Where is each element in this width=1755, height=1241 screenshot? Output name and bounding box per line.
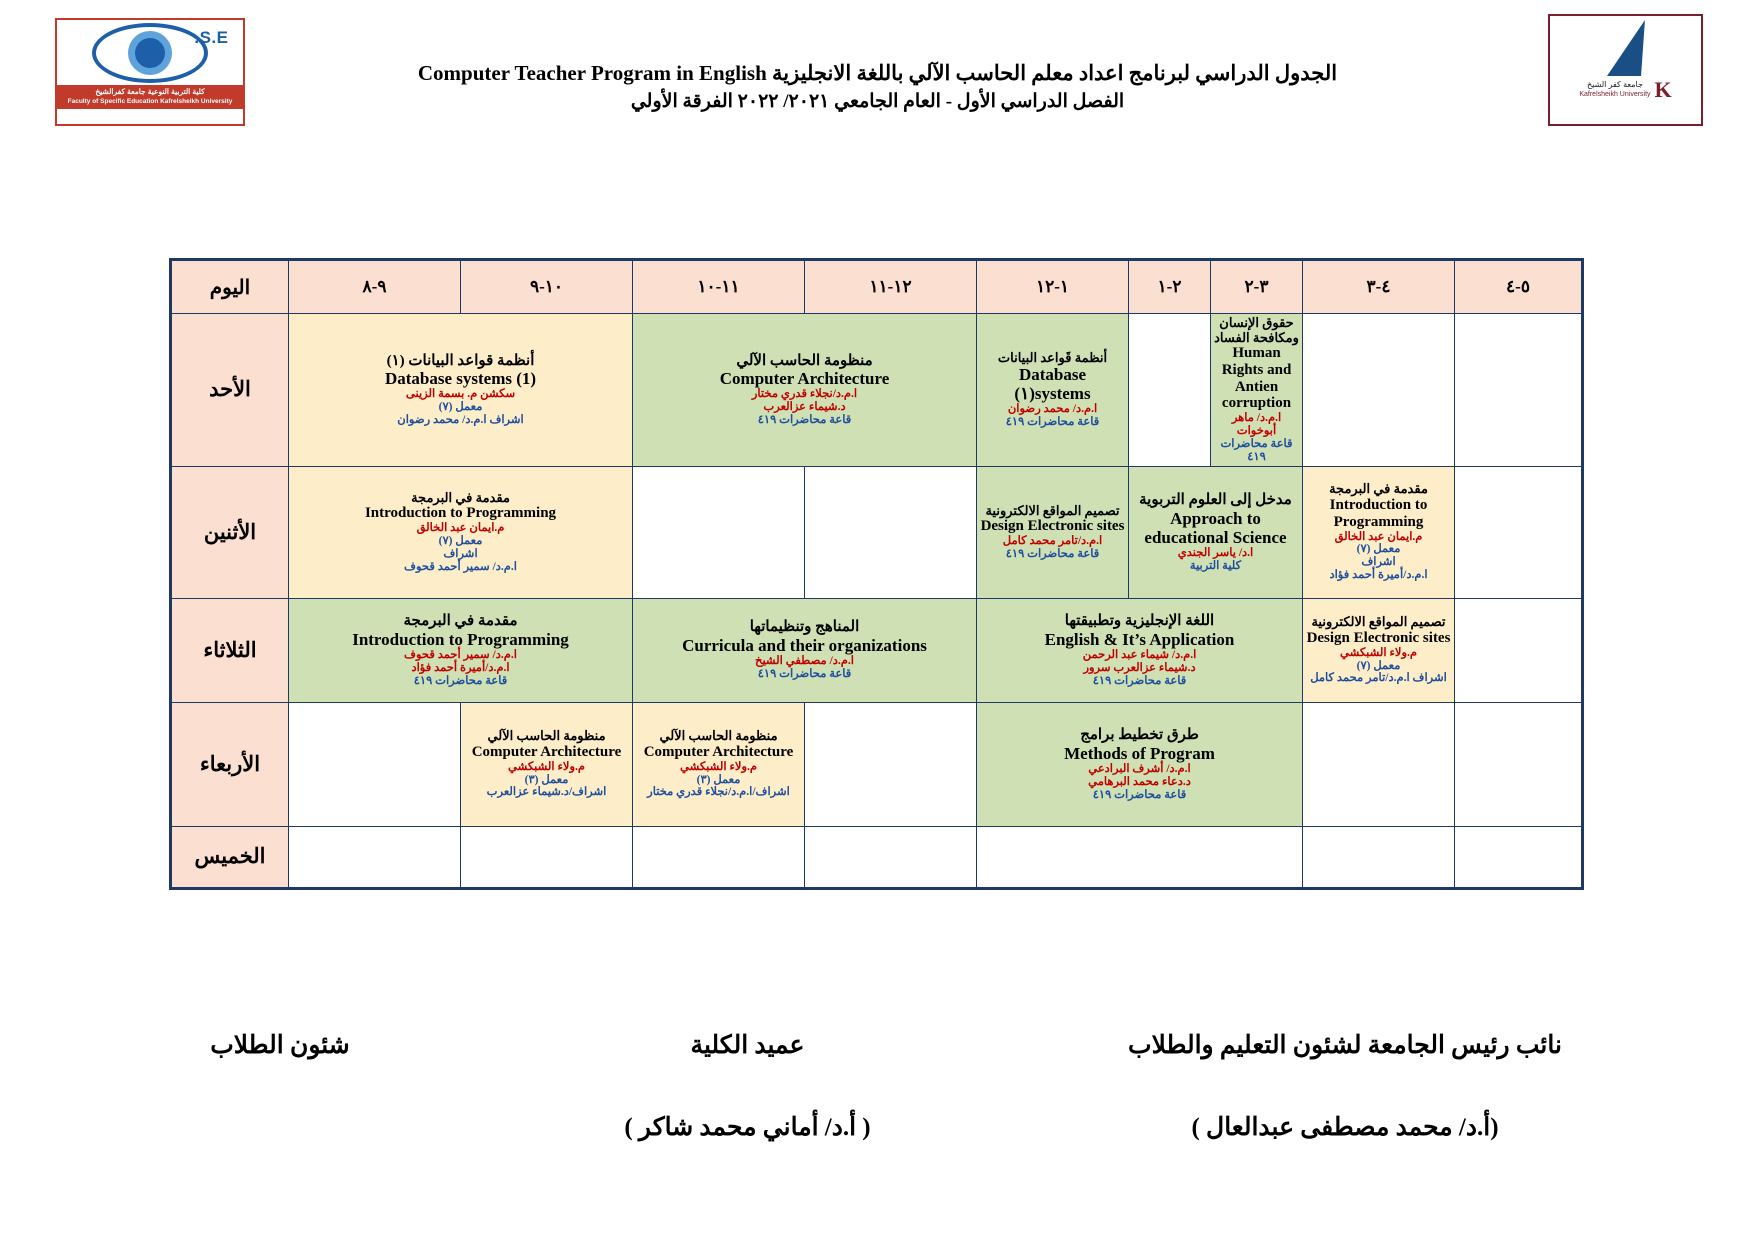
cell-mon-1-3[interactable] (1129, 466, 1303, 598)
table-header-row (171, 260, 1583, 314)
cell-thu-4-5 (1455, 826, 1583, 888)
time-header-3-4: ٤-٣ (1303, 260, 1455, 314)
cell-wed-10-11[interactable] (633, 702, 805, 826)
cell-wed-3-4 (1303, 702, 1455, 826)
time-header-2-3: ٣-٢ (1211, 260, 1303, 314)
day-label-wednesday: الأربعاء (171, 702, 289, 826)
signature-titles-row (0, 1030, 1755, 1060)
course-name-ar: مقدمة في البرمجة (411, 489, 510, 505)
instructor-name: ا.م.د/ محمد رضوان (1007, 403, 1098, 416)
course-name-en: Computer Architecture (719, 369, 890, 389)
table-row-wednesday (171, 702, 1583, 826)
room-label: قاعة محاضرات ٤١٩ (1092, 674, 1187, 687)
university-name-ar: جامعة كفر الشيخ (1586, 80, 1643, 89)
instructor-name: ا.م.د/تامر محمد كامل (1002, 535, 1103, 548)
instructor-name: سكشن م. بسمة الزينى (405, 388, 516, 401)
instructor-name-1: ا.م.د/ شيماء عبد الرحمن (1082, 648, 1197, 661)
course-name-ar: تصميم المواقع الالكترونية (985, 502, 1120, 518)
table-row-tuesday (171, 598, 1583, 702)
students-affairs-name (130, 1112, 430, 1140)
table-row-thursday (171, 826, 1583, 888)
course-name-ar: منظومة الحاسب الآلي (736, 352, 873, 369)
cell-wed-9-10[interactable] (461, 702, 633, 826)
room-label: قاعة محاضرات ٤١٩ (1005, 547, 1100, 560)
instructor-name: م.ولاء الشبكشي (1339, 646, 1417, 659)
instructor-name-2: د.دعاء محمد البرهامي (1088, 775, 1191, 788)
cell-tue-10-12[interactable] (633, 598, 977, 702)
cell-tue-4-5 (1455, 598, 1583, 702)
cell-sun-10-12[interactable] (633, 314, 977, 467)
course-name-en: Approach to educational Science (1144, 508, 1287, 547)
cell-wed-8-9 (289, 702, 461, 826)
supervisor-label: اشراف/ا.م.د/نجلاء قدري مختار (647, 786, 790, 799)
room-label: قاعة محاضرات ٤١٩ (413, 674, 508, 687)
university-mark (1579, 79, 1671, 101)
cell-mon-4-5 (1455, 466, 1583, 598)
cell-tue-8-10[interactable] (289, 598, 633, 702)
table-row-monday (171, 466, 1583, 598)
vice-president-name-block (1065, 1112, 1625, 1142)
day-label-tuesday: الثلاثاء (171, 598, 289, 702)
instructor-name-1: ا.م.د/نجلاء قدري مختار (751, 388, 858, 401)
course-name-ar: المناهج وتنظيماتها (749, 619, 860, 636)
supervisor-label: اشراف ا.م.د/ محمد رضوان (397, 414, 524, 427)
day-column-header: اليوم (171, 260, 289, 314)
students-affairs-block (130, 1030, 430, 1060)
dean-label: عميد الكلية (690, 1032, 805, 1059)
cell-sun-1-2 (1129, 314, 1211, 467)
supervision-label: اشراف (1361, 556, 1396, 569)
instructor-name: م.ايمان عبد الخالق (416, 522, 505, 535)
course-name-ar: اللغة الإنجليزية وتطبيقتها (1064, 613, 1215, 630)
cell-wed-11-12 (805, 702, 977, 826)
instructor-name: م.ولاء الشبكشي (679, 760, 757, 773)
instructor-name-2: د.شيماء عزالعرب سرور (1083, 661, 1196, 674)
cell-mon-11-12 (805, 466, 977, 598)
dean-block (538, 1030, 958, 1060)
course-name-en: Computer Architecture (643, 743, 794, 760)
cell-sun-3-4 (1303, 314, 1455, 467)
course-name-en: Introduction to Programming (352, 629, 569, 649)
course-name-ar: مقدمة في البرمجة (1329, 481, 1428, 497)
room-label: معمل (٧) (438, 401, 483, 414)
supervisor-name: ا.م.د/ سمير أحمد قحوف (404, 560, 517, 573)
course-name-ar: منظومة الحاسب الآلي (659, 728, 778, 744)
cell-sun-8-10[interactable] (289, 314, 633, 467)
dean-name-block (538, 1112, 958, 1142)
cell-thu-12-3 (977, 826, 1303, 888)
course-name-en: Database systems (1) (384, 369, 537, 389)
cell-wed-12-3[interactable] (977, 702, 1303, 826)
instructor-name-2: د.شيماء عزالعرب (763, 401, 846, 414)
students-affairs-label: شئون الطلاب (210, 1032, 350, 1059)
room-label: كلية التربية (1189, 559, 1242, 572)
se-badge-label: S.E. (194, 28, 229, 47)
document-title-block (0, 58, 1755, 116)
course-name-en: Introduction to Programming (364, 505, 557, 522)
room-label: معمل (٧) (1356, 543, 1401, 556)
room-label: قاعة محاضرات ٤١٩ (757, 668, 852, 681)
cell-thu-10-11 (633, 826, 805, 888)
cell-tue-12-3[interactable] (977, 598, 1303, 702)
room-label: معمل (٣) (524, 773, 569, 786)
course-name-ar: حقوق الإنسان ومكافحة الفساد (1214, 315, 1299, 345)
instructor-name: ا.د/ ياسر الجندي (1177, 546, 1254, 559)
course-name-en: Database (١)systems (1014, 365, 1091, 404)
page-title (0, 58, 1755, 88)
students-affairs-name-block (130, 1112, 430, 1142)
course-name-ar: أنظمة قَواعد البيانات (997, 349, 1108, 365)
sail-icon (1607, 20, 1645, 76)
course-name-ar: منظومة الحاسب الآلي (487, 728, 606, 744)
course-name-ar: طرق تخطيط برامج (1080, 727, 1199, 744)
faculty-name-en: Faculty of Specific Education Kafrelsheikh University (67, 98, 233, 105)
time-header-8-9: ٩-٨ (289, 260, 461, 314)
cell-thu-9-10 (461, 826, 633, 888)
time-header-1-2: ٢-١ (1129, 260, 1211, 314)
signature-names-row (0, 1112, 1755, 1142)
time-header-12-1: ١-١٢ (977, 260, 1129, 314)
course-name-ar: مدخل إلى العلوم التربوية (1139, 491, 1292, 508)
course-name-en: Curricula and their organizations (682, 636, 927, 656)
course-name-ar: تصميم المواقع الالكترونية (1311, 614, 1446, 630)
time-header-11-12: ١٢-١١ (805, 260, 977, 314)
instructor-name: ا.م.د/ ماهر أبوخوات (1231, 412, 1282, 438)
cell-wed-4-5 (1455, 702, 1583, 826)
cell-thu-3-4 (1303, 826, 1455, 888)
course-name-en: Design Electronic sites (980, 518, 1125, 535)
room-label: قاعة محاضرات ٤١٩ (757, 414, 852, 427)
course-name-en: Methods of Program (1064, 743, 1215, 763)
instructor-name: ا.م.د/ مصطفي الشيخ (755, 655, 854, 668)
instructor-name: م.ولاء الشبكشي (507, 760, 585, 773)
cell-thu-8-9 (289, 826, 461, 888)
supervisor-name: ا.م.د/أميرة أحمد فؤاد (1329, 569, 1428, 582)
title-arabic: الجدول الدراسي لبرنامج اعداد معلم الحاسب الآلي باللغة الانجليزية (772, 61, 1338, 85)
course-name-ar: أنظمة قواعد البيانات (١) (386, 352, 535, 369)
cell-tue-3-4[interactable] (1303, 598, 1455, 702)
table-row-sunday (171, 314, 1583, 467)
faculty-name-ar: كلية التربية النوعية جامعة كفرالشيخ (95, 87, 205, 96)
vice-president-label: نائب رئيس الجامعة لشئون التعليم والطلاب (1128, 1032, 1562, 1059)
dean-name: ( أ.د/ أماني محمد شاكر ) (624, 1114, 871, 1141)
room-label: قاعة محاضرات ٤١٩ (1005, 416, 1100, 429)
cell-mon-10-11 (633, 466, 805, 598)
day-label-monday: الأثنين (171, 466, 289, 598)
supervisor-label: اشراف ا.م.د/تامر محمد كامل (1310, 672, 1447, 685)
supervision-label: اشراف (443, 547, 478, 560)
university-name-en: Kafrelsheikh University (1579, 91, 1651, 98)
supervisor-label: اشراف/د.شيماء عزالعرب (486, 786, 607, 799)
room-label: قاعة محاضرات ٤١٩ (1092, 788, 1187, 801)
day-label-sunday: الأحد (171, 314, 289, 467)
instructor-name-1: ا.م.د/ سمير أحمد قحوف (404, 648, 517, 661)
vice-president-name: (أ.د/ محمد مصطفى عبدالعال ) (1191, 1114, 1499, 1141)
schedule-table (169, 258, 1584, 890)
course-name-ar: مقدمة في البرمجة (403, 613, 518, 630)
course-name-en: Computer Architecture (471, 743, 622, 760)
vice-president-block (1065, 1030, 1625, 1060)
time-header-4-5: ٥-٤ (1455, 260, 1583, 314)
time-header-9-10: ١٠-٩ (461, 260, 633, 314)
room-label: معمل (٧) (438, 535, 483, 548)
course-name-en: English & It’s Application (1044, 629, 1235, 649)
k-letter-icon: K (1654, 77, 1672, 102)
course-name-en: Human Rights and Antien corruption (1221, 345, 1292, 412)
cell-sun-4-5 (1455, 314, 1583, 467)
instructor-name-2: ا.م.د/أميرة أحمد فؤاد (411, 661, 510, 674)
room-label: معمل (٣) (696, 773, 741, 786)
title-english: Computer Teacher Program in English (417, 61, 767, 85)
cell-mon-12-1[interactable] (977, 466, 1129, 598)
course-name-en: Introduction to Programming (1329, 497, 1428, 530)
cell-sun-12-1[interactable] (977, 314, 1129, 467)
time-header-10-11: ١١-١٠ (633, 260, 805, 314)
instructor-name-1: ا.م.د/ أشرف البرادعي (1088, 762, 1191, 775)
room-label: قاعة محاضرات ٤١٩ (1220, 438, 1293, 463)
room-label: معمل (٧) (1356, 659, 1401, 672)
university-name (1579, 80, 1650, 100)
cell-thu-11-12 (805, 826, 977, 888)
page-subtitle: الفصل الدراسي الأول - العام الجامعي ٢٠٢١/ ٢٠٢٢ الفرقة الأولي (630, 91, 1125, 112)
course-name-en: Design Electronic sites (1306, 629, 1451, 646)
page-header (0, 0, 1755, 150)
day-label-thursday: الخميس (171, 826, 289, 888)
cell-mon-8-10[interactable] (289, 466, 633, 598)
schedule-table-wrapper (172, 258, 1584, 890)
signature-footer (0, 1030, 1755, 1142)
instructor-name: م.ايمان عبد الخالق (1334, 530, 1423, 543)
university-logo-right (1548, 14, 1703, 126)
cell-sun-2-3[interactable] (1211, 314, 1303, 467)
cell-mon-3-4[interactable] (1303, 466, 1455, 598)
